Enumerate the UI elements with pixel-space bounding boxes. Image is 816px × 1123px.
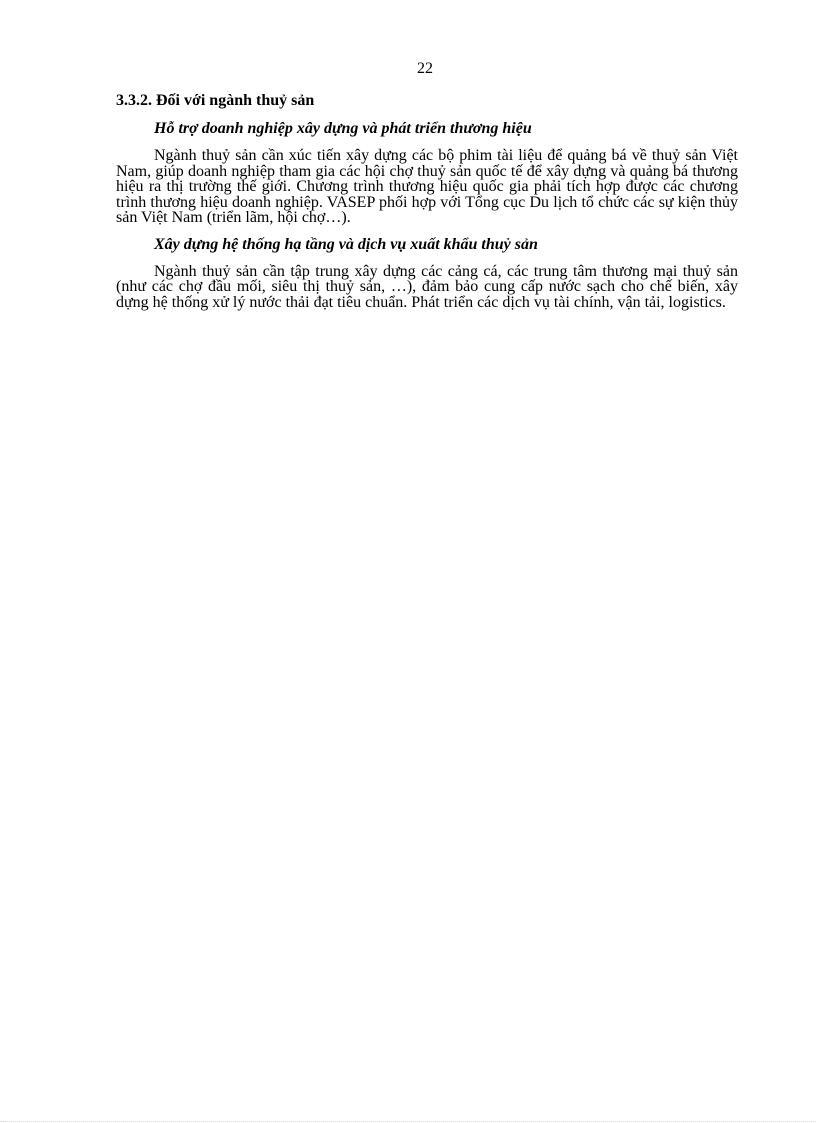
- subsection-heading-infrastructure: Xây dựng hệ thống hạ tầng và dịch vụ xuất khẩu thuỷ sản: [154, 235, 538, 253]
- subsection-heading-branding: Hỗ trợ doanh nghiệp xây dựng và phát triển thương hiệu: [154, 120, 532, 137]
- section-heading: 3.3.2. Đối với ngành thuỷ sản: [116, 92, 315, 109]
- page-number: 22: [417, 60, 433, 77]
- page-content: [116, 92, 738, 320]
- paragraph-infrastructure: Ngành thuỷ sản cần tập trung xây dựng các cảng cá, các trung tâm thương mại thuỷ sản (như các chợ đầu mối, siêu thị thuỷ sản, …), đảm bảo cung cấp nước sạch cho chế biến, xây dựng hệ thống xử lý nước thải đạt tiêu chuẩn. Phát triển các dịch vụ tài chính, vận tải, logistics.: [116, 262, 738, 311]
- page-bottom-divider: [0, 1121, 816, 1122]
- paragraph-branding: Ngành thuỷ sản cần xúc tiến xây dựng các bộ phim tài liệu để quảng bá về thuỷ sản Việt Nam, giúp doanh nghiệp tham gia các hội chợ thuỷ sản quốc tế để xây dựng và quảng bá thương hiệu ra thị trường thế giới. Chương trình thương hiệu quốc gia phải tích hợp được các chương trình thương hiệu doanh nghiệp. VASEP phối hợp với Tổng cục Du lịch tổ chức các sự kiện thủy sản Việt Nam (triển lãm, hội chợ…).: [116, 147, 738, 226]
